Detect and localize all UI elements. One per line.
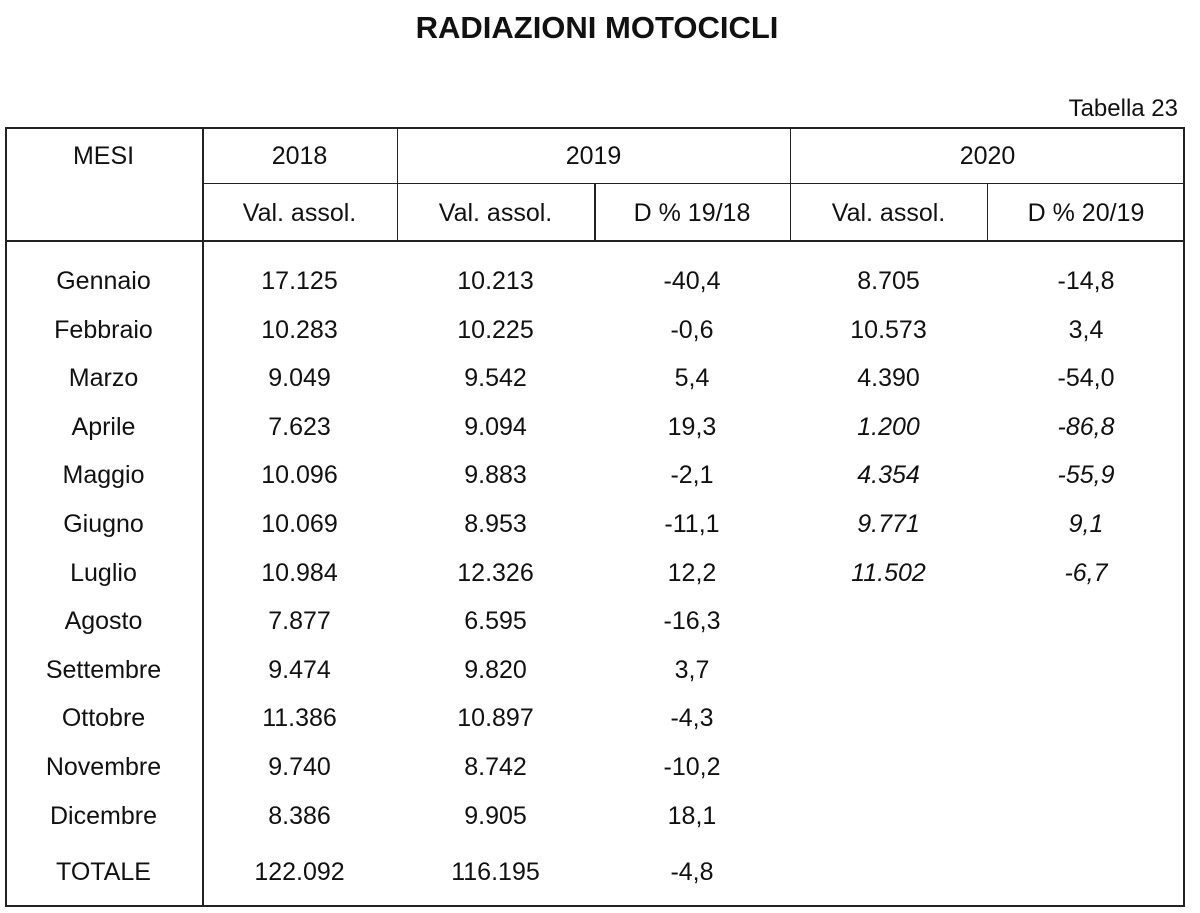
cell-2019-val: 8.742 [464,753,527,781]
cell-delta-19-18: 5,4 [674,364,710,392]
cell-mese: Ottobre [61,704,146,732]
cell-delta-19-18: -11,1 [664,510,720,538]
cell-2019-val: 6.595 [464,607,527,635]
header-val-assol-2019: Val. assol. [438,199,553,227]
cell-2020-val [790,703,987,733]
cell-2020-val: 8.705 [857,267,920,295]
cell-2019-val: 9.883 [464,461,527,489]
cell-2020-val: 4.390 [857,364,920,392]
cell-2020-val [790,655,987,685]
cell-delta-19-18: 19,3 [667,413,717,441]
cell-2019-val: 10.225 [457,316,534,344]
header-delta-19-18: D % 19/18 [633,199,751,227]
cell-mese: Dicembre [50,802,157,830]
cell-2020-val: 11.502 [851,559,926,587]
cell-delta-20-19 [987,801,1185,831]
cell-mese: Marzo [68,364,139,392]
cell-2020-val: 10.573 [850,316,927,344]
header-mesi: MESI [72,142,135,170]
page-title: RADIAZIONI MOTOCICLI [415,10,779,45]
cell-delta-20-19: 9,1 [1068,510,1104,538]
cell-delta-19-18: -10,2 [663,753,721,781]
cell-2018-val: 9.740 [268,753,331,781]
cell-2018-val: 10.069 [261,510,338,538]
cell-delta-20-19: -86,8 [1057,413,1115,441]
totale-2019-val: 116.195 [451,858,540,886]
cell-delta-20-19: -55,9 [1057,461,1115,489]
table-bottom-border [5,905,1185,907]
cell-2020-val [790,801,987,831]
cell-2020-val: 9.771 [857,510,920,538]
header-val-assol-2018: Val. assol. [242,199,357,227]
totale-delta-19-18: -4,8 [670,858,714,886]
cell-2018-val: 10.096 [261,461,338,489]
cell-mese: Maggio [62,461,145,489]
cell-mese: Luglio [70,559,137,587]
table-number: Tabella 23 [1068,95,1178,122]
cell-delta-19-18: -4,3 [670,704,714,732]
table-top-border [5,127,1185,129]
cell-2018-val: 10.984 [261,559,338,587]
cell-2018-val: 7.623 [268,413,331,441]
cell-delta-19-18: -40,4 [663,267,721,295]
cell-mese: Aprile [71,413,136,441]
cell-delta-20-19: 3,4 [1068,316,1104,344]
cell-mese: Settembre [45,656,162,684]
cell-mese: Agosto [64,607,143,635]
cell-2020-val [790,606,987,636]
cell-mese: Novembre [45,753,162,781]
cell-delta-20-19: -14,8 [1057,267,1115,295]
cell-delta-20-19 [987,606,1185,636]
cell-2020-val: 1.200 [857,413,920,441]
cell-2019-val: 9.542 [464,364,527,392]
header-sub-line [202,183,1185,184]
cell-2018-val: 7.877 [268,607,331,635]
cell-2019-val: 8.953 [464,510,527,538]
cell-delta-19-18: 18,1 [667,802,717,830]
cell-2019-val: 10.213 [457,267,534,295]
header-val-assol-2020: Val. assol. [831,199,946,227]
totale-2018-val: 122.092 [254,858,345,886]
cell-delta-19-18: -2,1 [670,461,714,489]
cell-2018-val: 9.049 [268,364,331,392]
cell-delta-20-19 [987,655,1185,685]
cell-mese: Febbraio [54,316,153,344]
cell-delta-20-19 [987,752,1185,782]
cell-delta-20-19: -54,0 [1057,364,1115,392]
cell-delta-20-19: -6,7 [1064,559,1108,587]
cell-2019-val: 9.820 [464,656,527,684]
cell-2018-val: 11.386 [262,704,337,732]
cell-delta-19-18: 3,7 [674,656,710,684]
cell-delta-19-18: -16,3 [663,607,721,635]
cell-2018-val: 8.386 [268,802,331,830]
cell-delta-19-18: -0,6 [670,316,714,344]
cell-2020-val: 4.354 [857,461,920,489]
cell-2018-val: 17.125 [261,267,338,295]
header-delta-20-19: D % 20/19 [1027,199,1145,227]
cell-2018-val: 9.474 [268,656,331,684]
cell-2019-val: 9.094 [464,413,527,441]
cell-delta-20-19 [987,703,1185,733]
cell-2019-val: 10.897 [457,704,534,732]
cell-2019-val: 9.905 [464,802,527,830]
header-year-2019: 2019 [565,142,622,170]
header-year-2018: 2018 [271,142,328,170]
totale-mese: TOTALE [56,858,151,886]
cell-2020-val [790,752,987,782]
cell-2019-val: 12.326 [457,559,534,587]
header-year-2020: 2020 [959,142,1016,170]
cell-mese: Gennaio [56,267,151,295]
cell-delta-19-18: 12,2 [667,559,717,587]
cell-2018-val: 10.283 [261,316,338,344]
cell-mese: Giugno [63,510,144,538]
